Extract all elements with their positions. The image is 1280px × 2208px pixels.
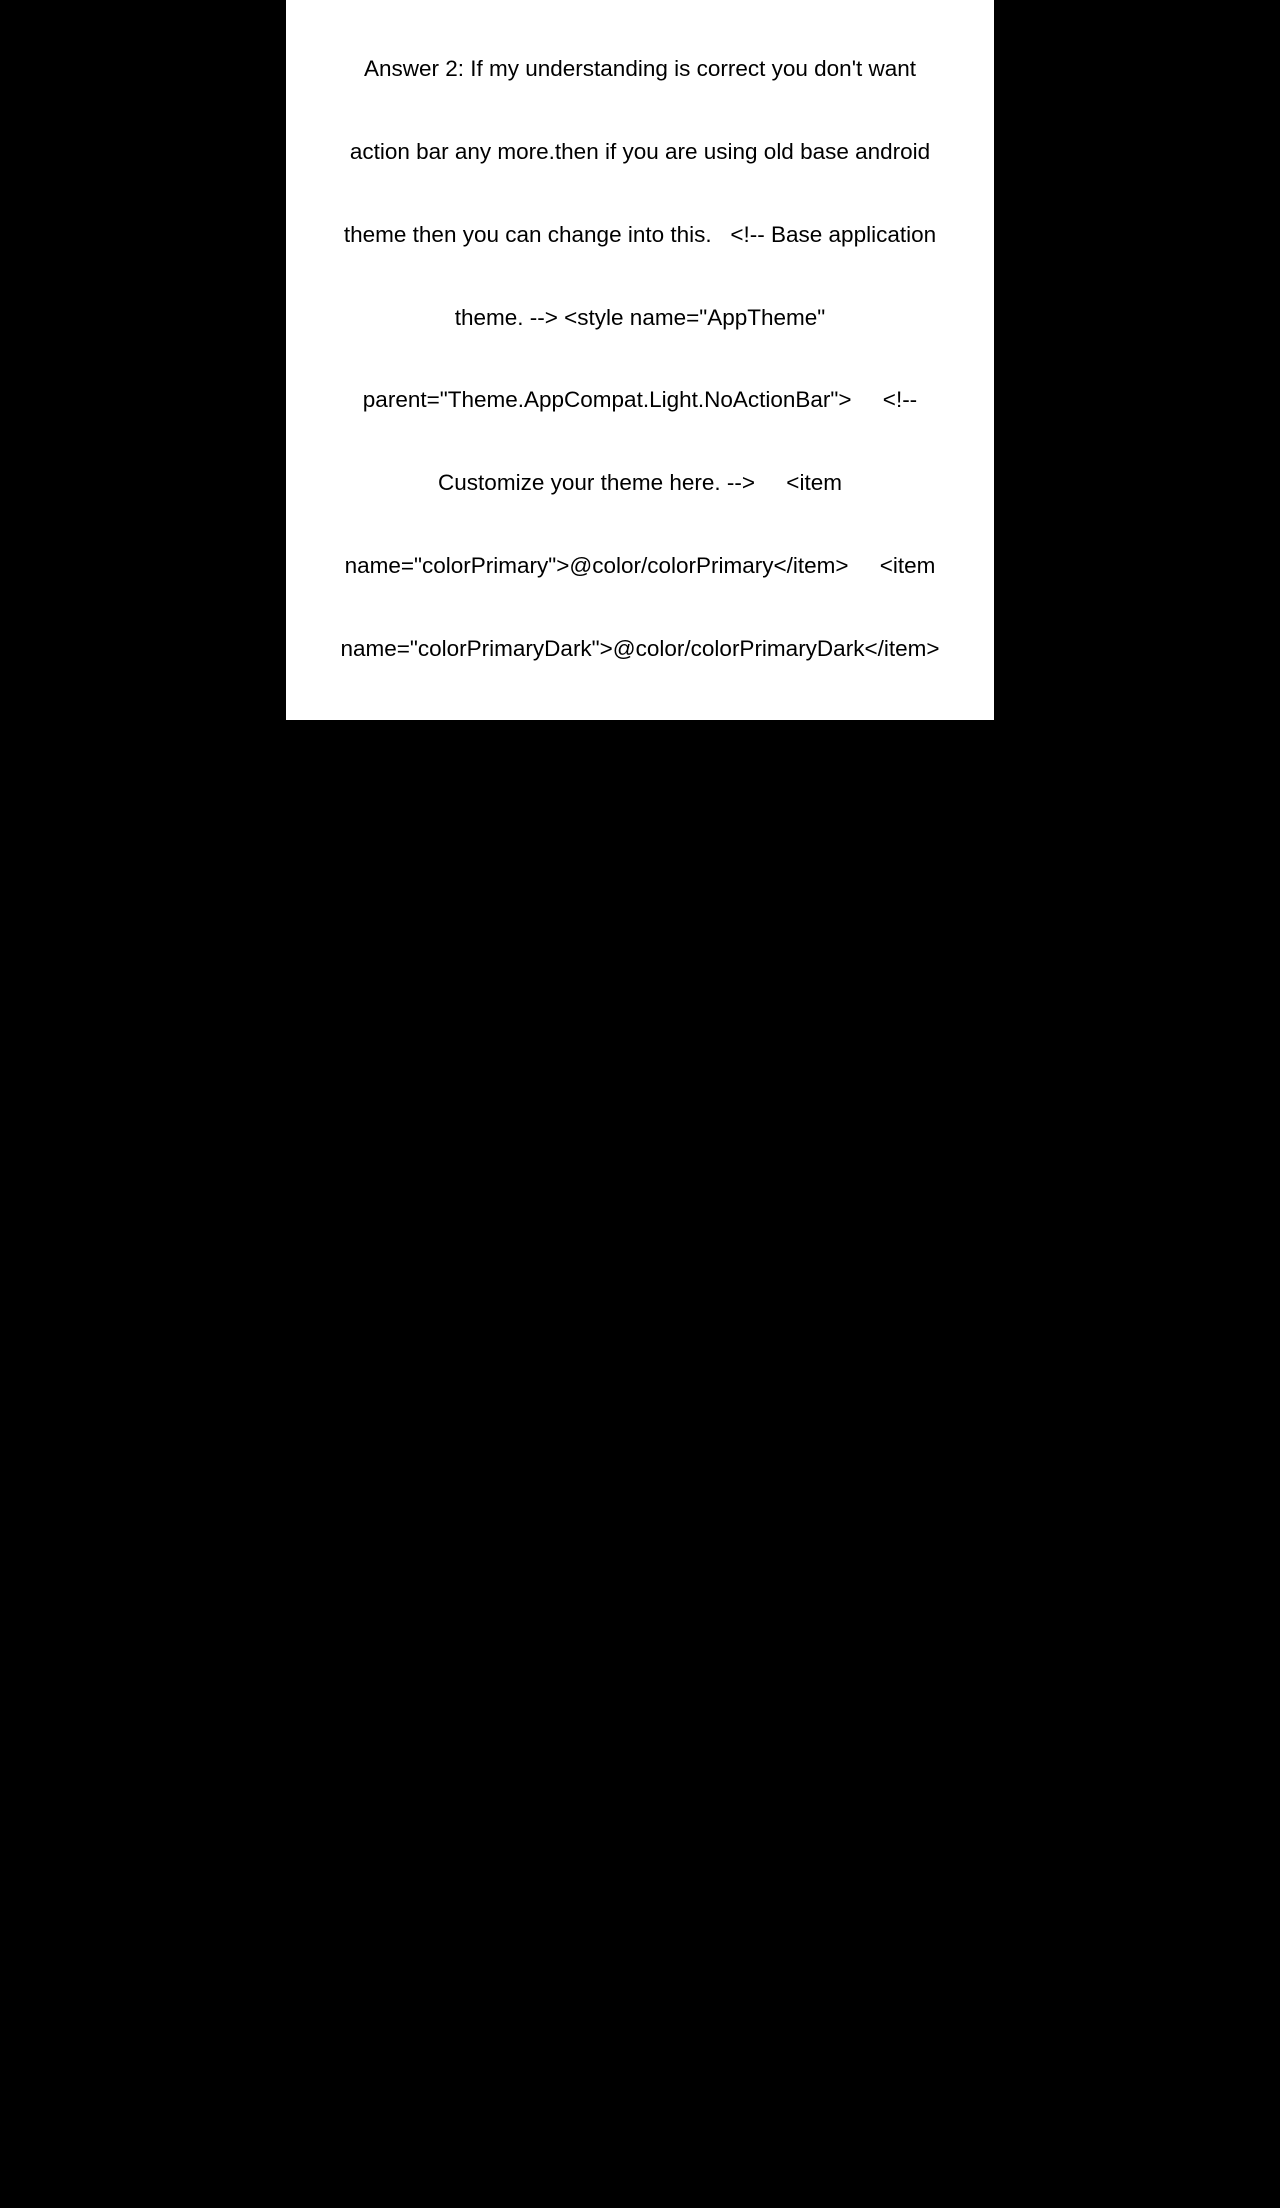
text-line: Customize your theme here. --> <item — [438, 470, 842, 496]
text-line: name="colorPrimary">@color/purple_500</item> <item — [351, 1215, 929, 1241]
text-line: name="Theme.TextOverlayDemo" — [469, 966, 811, 992]
text-line: <item name="colorOnSecondary">@color/black</item> <!-- — [331, 1711, 949, 1737]
text-line: <!-- Customize your theme here. --> </style> Thank you, — [356, 2042, 924, 2068]
text-line: Secondary brand color. --> <item — [463, 1463, 817, 1489]
text-line: Status bar color. --> <item — [498, 1794, 782, 1820]
text-panel — [286, 0, 994, 2151]
text-line: into. <!-- Base application theme. --> <style — [422, 884, 858, 909]
text-line: feel free to ask doubts. — [526, 2125, 754, 2151]
text-line: <!-- Primary brand color. --> <item — [458, 1132, 822, 1158]
text-line: or if you using new material design then you can change — [359, 801, 921, 827]
text-line: name="colorPrimaryVariant">@color/purple_700</item> — [360, 1297, 920, 1323]
text-line: <item name="colorOnPrimary">@color/white</item> <!-- — [346, 1380, 934, 1406]
text-line: action bar any more.then if you are using old base android — [349, 138, 931, 164]
text-line: parent="Theme.AppCompat.Light.NoActionBar"> <!-- — [362, 387, 918, 413]
text-line: theme then you can change into this. <!-- Base application — [343, 221, 937, 247]
text-line: name="colorSecondaryVariant">@color/teal_700</item> — [358, 1629, 922, 1655]
text-line: theme. --> <style name="AppTheme" — [454, 304, 826, 330]
text-line: <item name="colorAccent">@color/colorAccent</item> </style> — [323, 718, 957, 744]
text-line: tools:targetApi="l">?attr/colorPrimaryVariant</item> — [383, 1960, 897, 1986]
text-line: Answer 2: If my understanding is correct you don't want — [363, 56, 917, 82]
text-line: name="colorPrimary">@color/colorPrimary</item> <item — [344, 552, 936, 578]
text-line: name="colorSecondary">@color/teal_200</item> <item — [349, 1546, 931, 1572]
text-line: name="android:statusBarColor" — [482, 1877, 798, 1903]
text-line: parent="Theme.MaterialComponents.DayNight.NoActionBar"> — [329, 1049, 951, 1075]
answer-text — [286, 0, 994, 2208]
text-line: name="colorPrimaryDark">@color/colorPrimaryDark</item> — [340, 635, 940, 661]
